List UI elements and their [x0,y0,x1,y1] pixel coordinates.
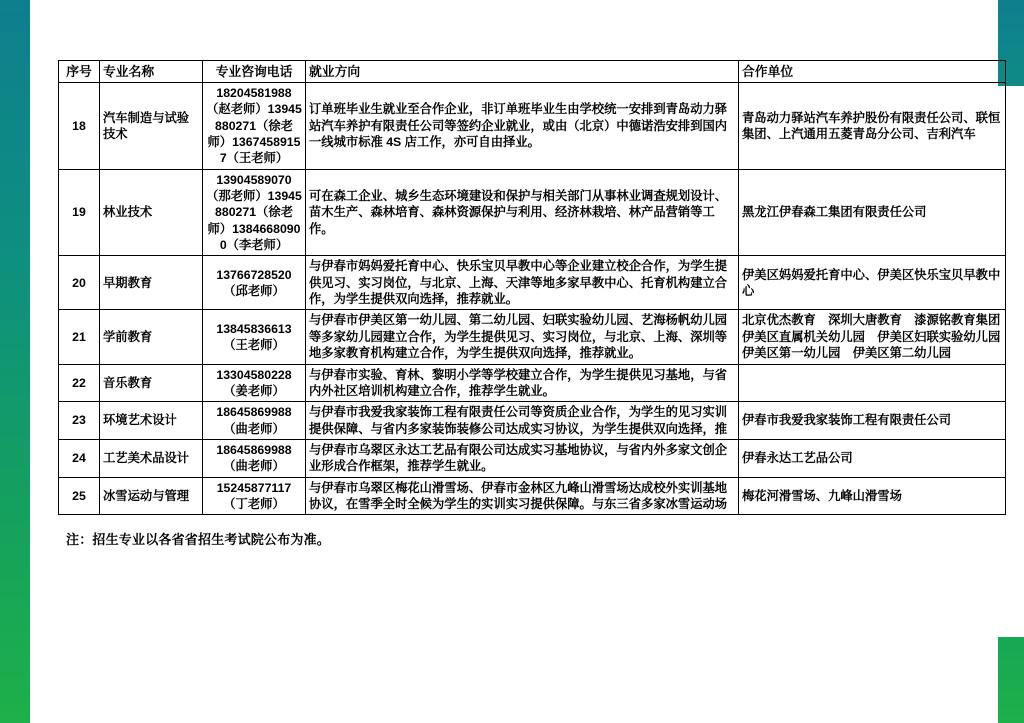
cell-no: 22 [59,364,100,402]
cell-direction: 与伊春市妈妈爱托育中心、快乐宝贝早教中心等企业建立校企合作，为学生提供见习、实习岗位，与北京、上海、天津等地多家早教中心、托育机构建立合作，为学生提供双向选择，推荐就业。 [306,256,739,310]
page-edge-decoration-left [0,0,30,723]
column-header-phone: 专业咨询电话 [203,61,306,83]
cell-unit: 伊春永达工艺品公司 [739,439,1006,477]
cell-major: 环境艺术设计 [100,402,203,440]
column-header-major: 专业名称 [100,61,203,83]
table-row [59,402,1006,440]
cell-major: 学前教育 [100,310,203,364]
cell-direction: 与伊春市乌翠区梅花山滑雪场、伊春市金林区九峰山滑雪场达成校外实训基地协议，在雪季全时全候为学生的实训实习提供保障。与东三省多家冰雪运动场 [306,477,739,515]
table-row [59,477,1006,515]
cell-phone: 13845836613（王老师） [203,310,306,364]
cell-unit: 伊美区妈妈爱托育中心、伊美区快乐宝贝早教中心 [739,256,1006,310]
cell-direction: 订单班毕业生就业至合作企业，非订单班毕业生由学校统一安排到青岛动力驿站汽车养护有限责任公司等签约企业就业，或由（北京）中德诺浩安排到国内一线城市标准 4S 店工作，亦可自由择业。 [306,83,739,170]
cell-unit: 青岛动力驿站汽车养护股份有限责任公司、联恒集团、上汽通用五菱青岛分公司、吉利汽车 [739,83,1006,170]
cell-no: 19 [59,169,100,256]
table-row [59,439,1006,477]
page-edge-decoration-right-bottom [998,637,1024,723]
cell-phone: 13304580228（姜老师） [203,364,306,402]
cell-direction: 与伊春市伊美区第一幼儿园、第二幼儿园、妇联实验幼儿园、艺海杨帆幼儿园等多家幼儿园建立合作，为学生提供见习、实习岗位，与北京、上海、深圳等地多家教育机构建立合作，为学生提供双向选择，推荐就业。 [306,310,739,364]
cell-phone: 15245877117（丁老师） [203,477,306,515]
majors-table [58,60,1013,515]
cell-major: 早期教育 [100,256,203,310]
cell-unit [739,364,1006,402]
cell-phone: 18204581988（赵老师）13945880271（徐老师）13674589157（王老师） [203,83,306,170]
cell-unit: 伊春市我爱我家装饰工程有限责任公司 [739,402,1006,440]
cell-major: 音乐教育 [100,364,203,402]
page-edge-decoration-left-inner [30,0,44,723]
cell-phone: 13904589070（那老师）13945880271（徐老师）13846680900（李老师） [203,169,306,256]
document-page [44,0,1013,723]
column-header-unit: 合作单位 [739,61,1006,83]
cell-direction: 可在森工企业、城乡生态环境建设和保护与相关部门从事林业调查规划设计、苗木生产、森林培育、森林资源保护与利用、经济林栽培、林产品营销等工作。 [306,169,739,256]
cell-direction: 与伊春市实验、育林、黎明小学等学校建立合作，为学生提供见习基地，与省内外社区培训机构建立合作，推荐学生就业。 [306,364,739,402]
cell-direction: 与伊春市我爱我家装饰工程有限责任公司等资质企业合作，为学生的见习实训提供保障、与省内多家装饰装修公司达成实习协议，为学生提供双向选择，推 [306,402,739,440]
cell-major: 工艺美术品设计 [100,439,203,477]
table-row [59,83,1006,170]
column-header-direction: 就业方向 [306,61,739,83]
cell-no: 25 [59,477,100,515]
table-row [59,256,1006,310]
cell-no: 24 [59,439,100,477]
cell-unit: 黑龙江伊春森工集团有限责任公司 [739,169,1006,256]
cell-no: 18 [59,83,100,170]
cell-major: 汽车制造与试验技术 [100,83,203,170]
table-note: 注：招生专业以各省省招生考试院公布为准。 [66,532,331,548]
cell-phone: 18645869988（曲老师） [203,439,306,477]
table-row [59,364,1006,402]
cell-no: 21 [59,310,100,364]
cell-unit: 北京优杰教育 深圳大唐教育 漆源铭教育集团 伊美区直属机关幼儿园 伊美区妇联实验幼儿园 伊美区第一幼儿园 伊美区第二幼儿园 [739,310,1006,364]
cell-direction: 与伊春市乌翠区永达工艺品有限公司达成实习基地协议，与省内外多家文创企业形成合作框架，推荐学生就业。 [306,439,739,477]
cell-phone: 18645869988（曲老师） [203,402,306,440]
table-row [59,310,1006,364]
cell-phone: 13766728520（邱老师） [203,256,306,310]
table-header-row [59,61,1006,83]
column-header-no: 序号 [59,61,100,83]
table-row [59,169,1006,256]
cell-major: 林业技术 [100,169,203,256]
cell-no: 23 [59,402,100,440]
cell-major: 冰雪运动与管理 [100,477,203,515]
cell-no: 20 [59,256,100,310]
cell-unit: 梅花河滑雪场、九峰山滑雪场 [739,477,1006,515]
